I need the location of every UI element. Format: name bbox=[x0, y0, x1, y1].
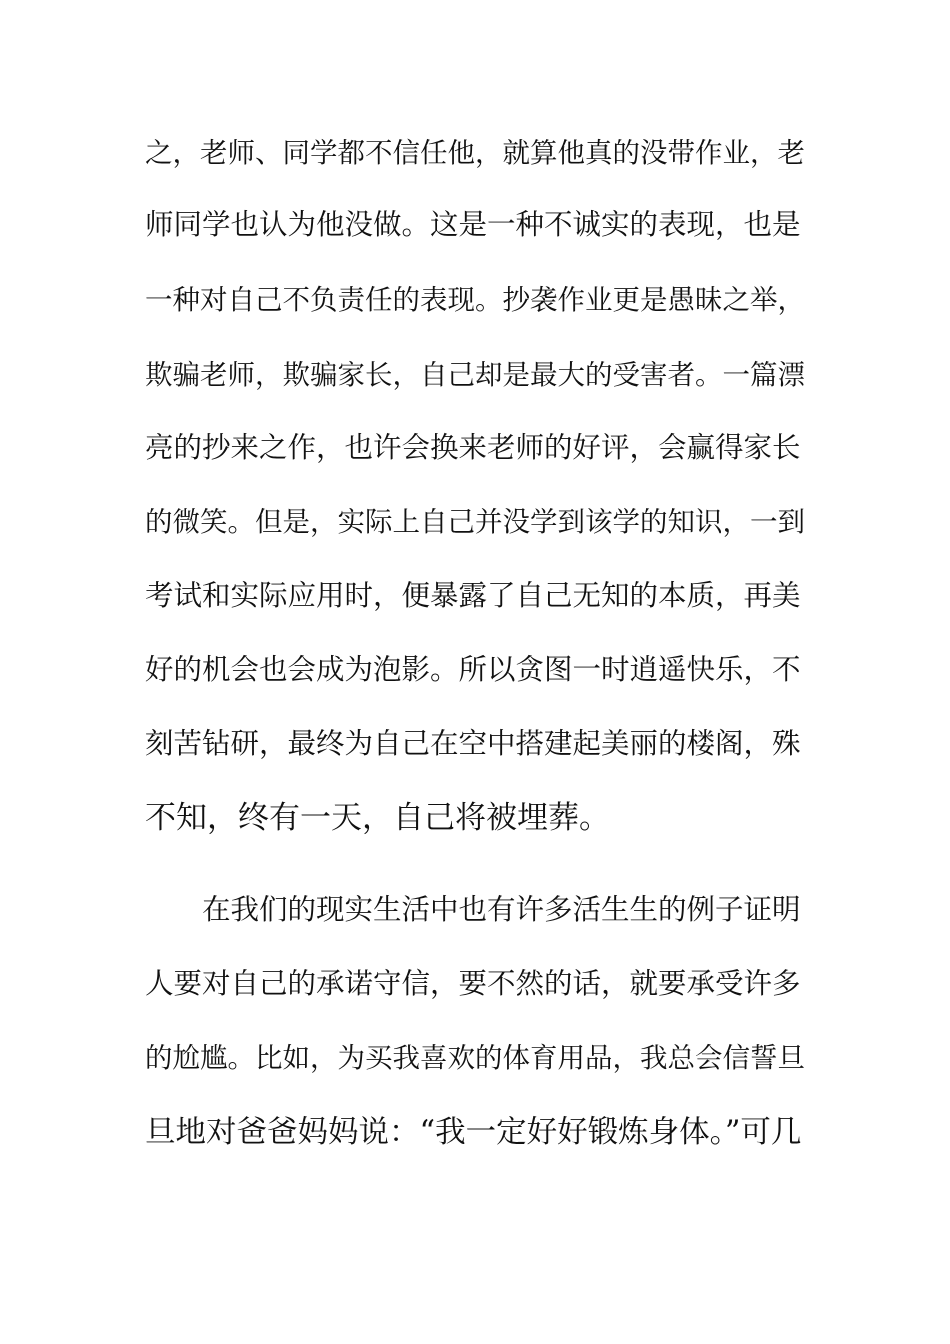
paragraph-1-line-5: 亮的抄来之作，也许会换来老师的好评，会赢得家长 bbox=[145, 431, 801, 464]
paragraph-1-line-7: 考试和实际应用时，便暴露了自己无知的本质，再美 bbox=[145, 579, 801, 612]
paragraph-1-line-4: 欺骗老师，欺骗家长，自己却是最大的受害者。一篇漂 bbox=[145, 359, 805, 391]
paragraph-1-line-6: 的微笑。但是，实际上自己并没学到该学的知识，一到 bbox=[145, 506, 805, 538]
paragraph-1-line-3: 一种对自己不负责任的表现。抄袭作业更是愚昧之举， bbox=[145, 284, 805, 316]
paragraph-2-line-4: 旦地对爸爸妈妈说：“我一定好好锻炼身体。”可几 bbox=[145, 1115, 802, 1150]
paragraph-1-line-2: 师同学也认为他没做。这是一种不诚实的表现，也是 bbox=[145, 208, 801, 241]
paragraph-1-line-1: 之，老师、同学都不信任他，就算他真的没带作业，老 bbox=[145, 137, 805, 169]
paragraph-2-line-1: 在我们的现实生活中也有许多活生生的例子证明 bbox=[202, 893, 801, 926]
paragraph-1-line-10: 不知，终有一天，自己将被埋葬。 bbox=[145, 800, 610, 836]
paragraph-2-line-2: 人要对自己的承诺守信，要不然的话，就要承受许多 bbox=[145, 967, 801, 1000]
paragraph-2-line-3: 的尬尴。比如，为买我喜欢的体育用品，我总会信誓旦 bbox=[145, 1042, 805, 1074]
paragraph-1-line-8: 好的机会也会成为泡影。所以贪图一时逍遥快乐，不 bbox=[145, 653, 801, 686]
paragraph-1-line-9: 刻苦钻研，最终为自己在空中搭建起美丽的楼阁，殊 bbox=[145, 727, 801, 760]
